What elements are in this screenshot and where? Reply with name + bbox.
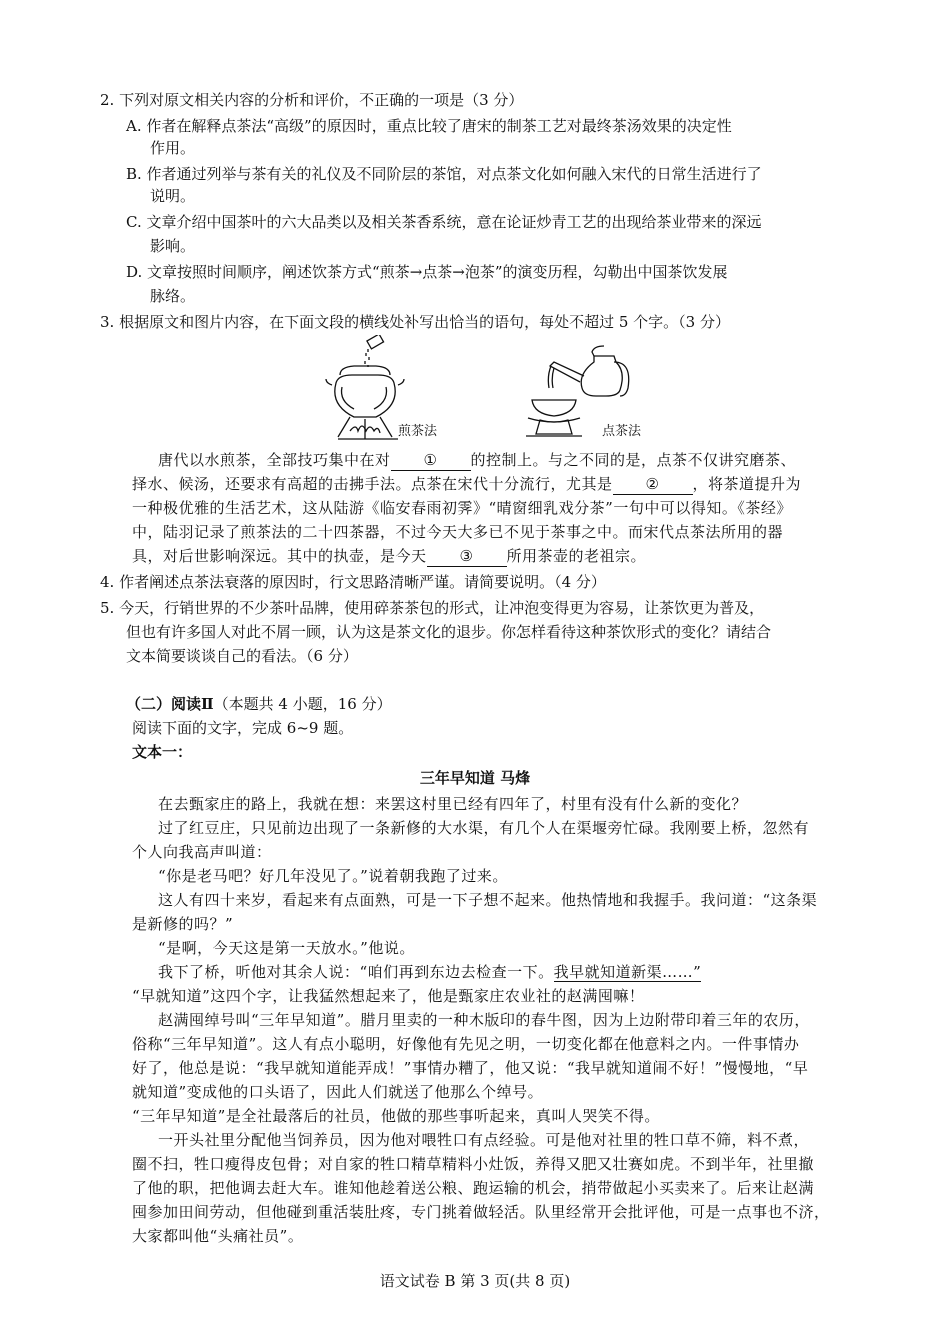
story-line: 就知道”变成他的口头语了，因此人们就送了他那么个绰号。 [132,1083,544,1101]
section-title: （二）阅读Ⅱ [126,695,214,713]
story-line: “早就知道”这四个字，让我猛然想起来了，他是甄家庄农业社的赵满囤嘛！ [132,987,645,1005]
q3-passage-text: 的控制上。与之不同的是，点茶不仅讲究磨茶、 [470,451,797,469]
q2-option-a: A. 作者在解释点茶法“高级”的原因时，重点比较了唐宋的制茶工艺对最终茶汤效果的决定性 [126,117,732,135]
q5-line-1: 5. 今天，行销世界的不少茶叶品牌，使用碎茶茶包的形式，让冲泡变得更为容易，让茶饮更为普及， [100,599,765,617]
fig2-label: 点茶法 [602,424,642,439]
story-line: 是新修的吗？” [132,915,234,933]
q2-option-d-cont: 脉络。 [150,287,196,305]
q2-option-b-cont: 说明。 [150,187,196,205]
page-footer: 语文试卷 B 第 3 页(共 8 页) [379,1272,571,1290]
q3-passage-text: 唐代以水煎茶，全部技巧集中在对 [158,451,391,469]
q2-option-c-cont: 影响。 [150,237,196,255]
q3-passage-line-2 [132,474,801,495]
q3-passage-line-1 [158,450,796,471]
section-heading [126,694,392,714]
q3-passage-text: 所用茶壶的老祖宗。 [506,547,647,565]
story-line: 圈不扫，牲口瘦得皮包骨；对自家的牲口精草精料小灶饭，养得又肥又壮赛如虎。不到半年，社里撤 [132,1155,815,1173]
section-instruction: 阅读下面的文字，完成 6~9 题。 [132,719,354,737]
story-underlined-text: 我早就知道新渠……” [553,963,702,981]
q3-stem: 3. 根据原文和图片内容，在下面文段的横线处补写出恰当的语句，每处不超过 5 个字。（3 分） [100,313,730,331]
story-line: 好了，他总是说：“我早就知道能弄成！”事情办糟了，他又说：“我早就知道闹不好！”慢慢地，“早 [132,1059,809,1077]
story-title: 三年早知道 马烽 [419,769,531,787]
q2-option-d: D. 文章按照时间顺序，阐述饮茶方式“煎茶→点茶→泡茶”的演变历程，勾勒出中国茶饮发展 [126,263,728,281]
answer-blank-2[interactable]: ② [613,474,693,495]
story-line: 囤参加田间劳动，但他碰到重活装肚疼，专门挑着做轻活。队里经常开会批评他，可是一点事也不济， [132,1203,830,1221]
answer-blank-1[interactable]: ① [391,450,471,471]
q5-line-3: 文本简要谈谈自己的看法。（6 分） [126,647,358,665]
story-line: 过了红豆庄，只见前边出现了一条新修的大水渠，有几个人在渠堰旁忙碌。我刚要上桥，忽然有 [158,819,810,837]
story-line: 这人有四十来岁，看起来有点面熟，可是一下子想不起来。他热情地和我握手。我问道：“这条渠 [158,891,818,909]
q3-passage-line-3: 一种极优雅的生活艺术，这从陆游《临安春雨初霁》“晴窗细乳戏分茶”一句中可以得知。《茶经》 [132,499,792,517]
q3-passage-text: 择水、候汤，还要求有高超的击拂手法。点茶在宋代十分流行，尤其是 [132,475,613,493]
story-line: “你是老马吧？好几年没见了。”说着朝我跑了过来。 [158,867,508,885]
story-line: “是啊，今天这是第一天放水。”他说。 [158,939,415,957]
q2-option-a-cont: 作用。 [150,139,196,157]
story-line: 俗称“三年早知道”。这人有点小聪明，好像他有先见之明，一切变化都在他意料之内。一件事情办 [132,1035,800,1053]
q2-option-c: C. 文章介绍中国茶叶的六大品类以及相关茶香系统，意在论证炒青工艺的出现给茶业带来的深远 [126,213,762,231]
q3-passage-line-5 [132,546,646,567]
q5-line-2: 但也有许多国人对此不屑一顾，认为这是茶文化的退步。你怎样看待这种茶饮形式的变化？请结合 [126,623,772,641]
story-text: 我下了桥，听他对其余人说：“咱们再到东边去检查一下。 [158,963,554,981]
q3-passage-text: 具，对后世影响深远。其中的执壶，是今天 [132,547,427,565]
section-note: （本题共 4 小题，16 分） [213,695,392,713]
story-line: 个人向我高声叫道： [132,843,272,861]
story-line: 一开头社里分配他当饲养员，因为他对喂牲口有点经验。可是他对社里的牲口草不筛，料不煮， [158,1131,810,1149]
story-line: 了他的职，把他调去赶大车。谁知他趁着送公粮、跑运输的机会，捎带做起小买卖来了。后来让赵满 [132,1179,815,1197]
answer-blank-3[interactable]: ③ [427,546,507,567]
story-line: 大家都叫他“头痛社员”。 [132,1227,304,1245]
story-line: 赵满囤绰号叫“三年早知道”。腊月里卖的一种木版印的春牛图，因为上边附带印着三年的农历， [158,1011,810,1029]
q3-passage-line-4: 中，陆羽记录了煎茶法的二十四茶器，不过今天大多已不见于茶事之中。而宋代点茶法所用的器 [132,523,784,541]
q2-stem: 2. 下列对原文相关内容的分析和评价，不正确的一项是（3 分） [100,91,524,109]
story-line: “三年早知道”是全社最落后的社员，他做的那些事听起来，真叫人哭笑不得。 [132,1107,660,1125]
q4-stem: 4. 作者阐述点茶法衰落的原因时，行文思路清晰严谨。请简要说明。（4 分） [100,573,606,591]
fig1-label: 煎茶法 [398,424,438,439]
text-one-label: 文本一： [132,743,193,761]
q2-option-b: B. 作者通过列举与茶有关的礼仪及不同阶层的茶馆，对点茶文化如何融入宋代的日常生活进行了 [126,165,762,183]
story-line: 在去甄家庄的路上，我就在想：来罢这村里已经有四年了，村里有没有什么新的变化？ [158,795,748,813]
q3-passage-text: ，将茶道提升为 [692,475,802,493]
story-line [158,962,701,982]
